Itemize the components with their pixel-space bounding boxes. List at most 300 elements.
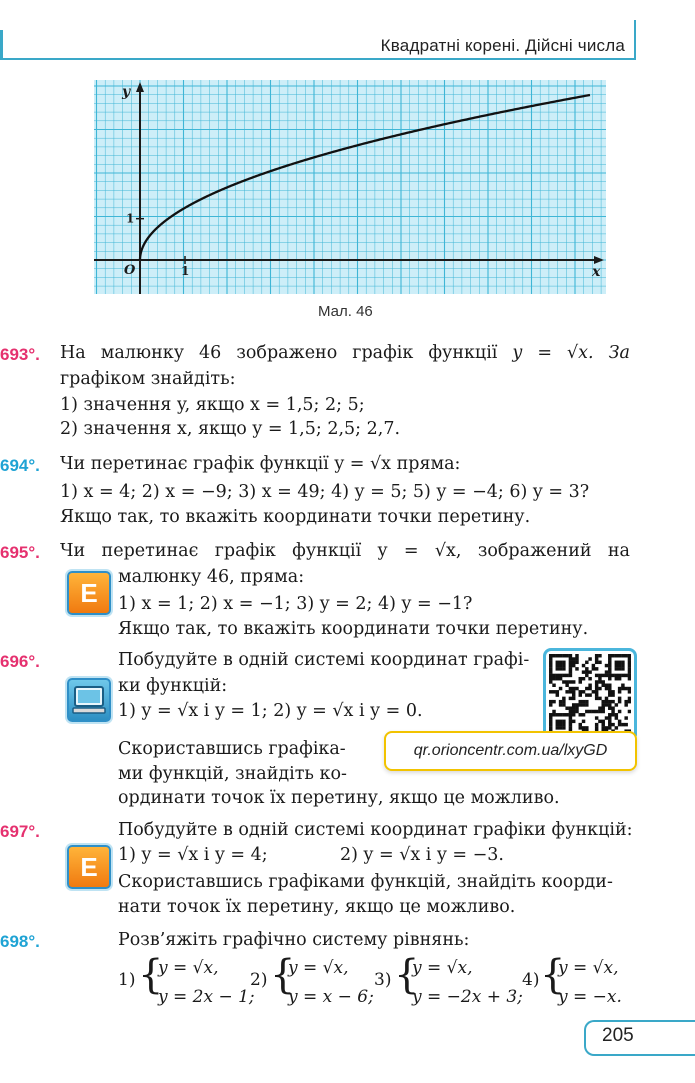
qr-module [628, 664, 631, 667]
qr-module [588, 693, 591, 696]
qr-module [559, 674, 562, 677]
qr-module [611, 700, 614, 703]
qr-module [569, 674, 572, 677]
qr-module [598, 720, 601, 723]
qr-module [624, 674, 627, 677]
qr-module [585, 674, 588, 677]
sqrt-function-graph [94, 80, 606, 294]
qr-module [601, 706, 604, 709]
problem-696-line-5: ми функцій, знайдіть ко- [118, 764, 347, 784]
qr-module [615, 703, 618, 706]
problem-696-line-3: 1) y = √x і y = 1; 2) y = √x і y = 0. [118, 701, 423, 721]
qr-module [592, 690, 595, 693]
qr-module [572, 687, 575, 690]
qr-module [624, 700, 627, 703]
monitor-icon [69, 680, 109, 720]
qr-module [556, 720, 559, 723]
qr-module [608, 720, 611, 723]
qr-code-image [549, 654, 631, 736]
qr-module [552, 700, 555, 703]
problem-698-line-1: Розв’яжіть графічно систему рівнянь: [118, 930, 470, 950]
problem-697-line-2a: 1) y = √x і y = 4; [118, 845, 268, 865]
problem-693-formula: y = √x. За [512, 343, 630, 363]
qr-module [575, 710, 578, 713]
problem-697-number: 697°. [0, 822, 40, 841]
qr-module [556, 693, 559, 696]
problem-695-text-1a: Чи перетинає графік функції [60, 541, 362, 561]
qr-module [621, 687, 624, 690]
system-1-brace: { [138, 952, 164, 998]
problem-697-line-3: Скориставшись графіками функцій, знайдіть коорди- [118, 872, 613, 892]
qr-module [588, 657, 591, 660]
qr-module [618, 710, 621, 713]
qr-module [611, 710, 614, 713]
qr-module [585, 667, 588, 670]
qr-module [608, 716, 611, 719]
qr-module [598, 674, 601, 677]
qr-module [575, 687, 578, 690]
qr-module [575, 654, 578, 657]
qr-module [601, 723, 604, 726]
qr-module [562, 697, 565, 700]
qr-module [628, 700, 631, 703]
qr-module [598, 654, 601, 657]
qr-module [572, 710, 575, 713]
qr-module [588, 684, 591, 687]
qr-module [585, 687, 588, 690]
header-rule-right [634, 20, 636, 60]
qr-module [615, 654, 618, 657]
qr-module [608, 706, 611, 709]
qr-module [608, 664, 611, 667]
qr-module [611, 723, 614, 726]
qr-module [549, 720, 552, 723]
qr-module [618, 661, 621, 664]
qr-module [569, 657, 572, 660]
qr-module [615, 716, 618, 719]
qr-module [605, 664, 608, 667]
system-3-label: 3) [374, 970, 392, 990]
qr-module [608, 687, 611, 690]
qr-module [556, 674, 559, 677]
qr-module [618, 723, 621, 726]
qr-module [608, 654, 611, 657]
problem-697-line-2b: 2) y = √x і y = −3. [340, 845, 504, 865]
qr-module [582, 726, 585, 729]
qr-module [582, 677, 585, 680]
qr-module [559, 720, 562, 723]
qr-module [595, 723, 598, 726]
qr-module [562, 680, 565, 683]
qr-module [618, 664, 621, 667]
qr-module [572, 706, 575, 709]
qr-module [556, 677, 559, 680]
qr-module [615, 713, 618, 716]
qr-module [582, 720, 585, 723]
qr-module [595, 697, 598, 700]
computer-task-icon[interactable] [67, 678, 111, 722]
electronic-task-icon-2[interactable]: E [67, 845, 111, 889]
qr-module [569, 716, 572, 719]
qr-module [565, 654, 568, 657]
qr-module [628, 690, 631, 693]
qr-module [572, 720, 575, 723]
qr-module [585, 700, 588, 703]
qr-module [608, 693, 611, 696]
qr-module [549, 703, 552, 706]
qr-module [559, 667, 562, 670]
problem-693-line-1 [60, 343, 630, 363]
qr-module [556, 661, 559, 664]
problem-693-text-1a: На малюнку 46 зображено графік функції [60, 343, 498, 363]
system-3-brace: { [394, 952, 420, 998]
qr-module [628, 710, 631, 713]
problem-695-line-1 [60, 541, 630, 561]
qr-module [618, 720, 621, 723]
qr-module [615, 677, 618, 680]
problem-693-number: 693°. [0, 345, 40, 364]
qr-module [628, 657, 631, 660]
qr-module [624, 716, 627, 719]
qr-module [624, 703, 627, 706]
qr-module [608, 657, 611, 660]
qr-module [556, 690, 559, 693]
qr-module [569, 670, 572, 673]
qr-module [569, 667, 572, 670]
qr-module [595, 690, 598, 693]
qr-module [562, 703, 565, 706]
qr-module [579, 700, 582, 703]
qr-module [549, 726, 552, 729]
qr-module [569, 664, 572, 667]
qr-module [608, 703, 611, 706]
qr-module [615, 667, 618, 670]
qr-module [556, 664, 559, 667]
qr-module [628, 667, 631, 670]
problem-696-line-6: ординати точок їх перетину, якщо це можливо. [118, 788, 560, 808]
header-rule-left [0, 30, 3, 60]
qr-link[interactable]: qr.orioncentr.com.ua/lxyGD [384, 731, 637, 771]
problem-694-line-2: 1) x = 4; 2) x = −9; 3) x = 49; 4) y = 5; 5) y = −4; 6) y = 3? [60, 482, 590, 502]
qr-module [549, 700, 552, 703]
qr-module [605, 670, 608, 673]
qr-module [565, 690, 568, 693]
qr-module [601, 684, 604, 687]
qr-code[interactable] [543, 648, 637, 742]
y-axis-label: y [122, 84, 131, 100]
qr-module [575, 667, 578, 670]
system-2-eq2: y = x − 6; [288, 987, 374, 1007]
qr-module [569, 680, 572, 683]
problem-693-line-3: 1) значення y, якщо x = 1,5; 2; 5; [60, 395, 365, 415]
qr-module [549, 670, 552, 673]
qr-module [565, 680, 568, 683]
qr-module [562, 713, 565, 716]
qr-module [556, 713, 559, 716]
qr-module [549, 690, 552, 693]
x-axis-label: x [592, 264, 601, 280]
qr-module [582, 700, 585, 703]
qr-module [608, 713, 611, 716]
qr-module [601, 720, 604, 723]
qr-module [595, 684, 598, 687]
qr-module [569, 713, 572, 716]
qr-module [592, 710, 595, 713]
qr-module [595, 661, 598, 664]
qr-module [579, 723, 582, 726]
qr-module [575, 657, 578, 660]
qr-module [595, 710, 598, 713]
qr-module [582, 664, 585, 667]
problem-695-line-2: малюнку 46, пряма: [118, 567, 305, 587]
qr-module [608, 677, 611, 680]
qr-module [575, 703, 578, 706]
problem-696-line-4: Скориставшись графіка- [118, 739, 346, 759]
qr-module [601, 700, 604, 703]
qr-module [595, 680, 598, 683]
qr-module [549, 661, 552, 664]
qr-module [598, 661, 601, 664]
qr-module [628, 654, 631, 657]
qr-module [556, 654, 559, 657]
qr-module [608, 684, 611, 687]
qr-module [624, 687, 627, 690]
qr-module [588, 687, 591, 690]
qr-module [572, 661, 575, 664]
qr-module [559, 677, 562, 680]
qr-module [552, 684, 555, 687]
qr-module [588, 710, 591, 713]
qr-module [549, 677, 552, 680]
qr-module [562, 700, 565, 703]
qr-module [605, 703, 608, 706]
qr-module [552, 654, 555, 657]
qr-module [608, 670, 611, 673]
qr-module [621, 684, 624, 687]
qr-module [549, 723, 552, 726]
qr-module [621, 661, 624, 664]
qr-module [549, 674, 552, 677]
qr-module [569, 687, 572, 690]
problem-694-line-1: Чи перетинає графік функції y = √x пряма: [60, 454, 461, 474]
qr-module [552, 677, 555, 680]
qr-module [552, 710, 555, 713]
qr-module [552, 674, 555, 677]
qr-module [572, 713, 575, 716]
qr-module [595, 654, 598, 657]
qr-module [559, 700, 562, 703]
qr-module [559, 687, 562, 690]
qr-module [552, 713, 555, 716]
qr-module [559, 703, 562, 706]
qr-module [621, 654, 624, 657]
qr-module [618, 667, 621, 670]
qr-module [569, 706, 572, 709]
qr-module [595, 687, 598, 690]
qr-module [556, 726, 559, 729]
problem-696-line-2: ки функцій: [118, 676, 228, 696]
qr-module [549, 716, 552, 719]
qr-module [552, 690, 555, 693]
qr-module [628, 661, 631, 664]
qr-module [585, 670, 588, 673]
qr-module [572, 657, 575, 660]
y-tick-label: 1 [126, 211, 135, 226]
qr-module [579, 693, 582, 696]
qr-module [579, 713, 582, 716]
qr-module [605, 687, 608, 690]
qr-module [572, 703, 575, 706]
qr-module [549, 657, 552, 660]
qr-module [572, 697, 575, 700]
qr-module [562, 726, 565, 729]
qr-module [624, 654, 627, 657]
qr-module [592, 664, 595, 667]
section-title: Квадратні корені. Дійсні числа [380, 36, 625, 55]
qr-module [605, 700, 608, 703]
qr-module [608, 690, 611, 693]
qr-module [618, 677, 621, 680]
system-4-eq2: y = −x. [558, 987, 622, 1007]
problem-694-line-3: Якщо так, то вкажіть координати точки перетину. [60, 507, 531, 527]
qr-module [611, 706, 614, 709]
problem-695-line-3: 1) x = 1; 2) x = −1; 3) y = 2; 4) y = −1? [118, 594, 473, 614]
qr-module [608, 723, 611, 726]
qr-module [559, 723, 562, 726]
header-rule [0, 58, 634, 60]
qr-module [601, 710, 604, 713]
qr-module [621, 723, 624, 726]
qr-module [585, 703, 588, 706]
qr-module [565, 713, 568, 716]
qr-module [588, 677, 591, 680]
qr-module [592, 667, 595, 670]
qr-module [572, 664, 575, 667]
qr-module [608, 674, 611, 677]
system-1-label: 1) [118, 970, 136, 990]
qr-module [598, 706, 601, 709]
qr-module [572, 690, 575, 693]
system-1-eq2: y = 2x − 1; [158, 987, 255, 1007]
qr-module [579, 726, 582, 729]
problem-697-line-1: Побудуйте в одній системі координат графіки функцій: [118, 820, 633, 840]
qr-module [621, 667, 624, 670]
qr-module [562, 674, 565, 677]
qr-module [615, 726, 618, 729]
electronic-task-icon[interactable]: E [67, 571, 111, 615]
system-2-eq1: y = √x, [288, 958, 349, 978]
qr-module [595, 657, 598, 660]
page-number: 205 [602, 1025, 634, 1046]
qr-module [615, 674, 618, 677]
qr-module [621, 664, 624, 667]
qr-module [601, 680, 604, 683]
qr-module [565, 706, 568, 709]
system-4-brace: { [540, 952, 566, 998]
qr-module [618, 674, 621, 677]
qr-module [572, 693, 575, 696]
qr-module [611, 713, 614, 716]
qr-module [624, 723, 627, 726]
qr-module [582, 670, 585, 673]
qr-module [562, 723, 565, 726]
qr-module [559, 664, 562, 667]
qr-module [611, 693, 614, 696]
qr-module [585, 661, 588, 664]
qr-module [601, 726, 604, 729]
problem-695-text-1b: y = √x, зображений на [377, 541, 630, 561]
qr-module [628, 687, 631, 690]
origin-label: O [124, 263, 136, 278]
qr-module [595, 667, 598, 670]
qr-module [585, 710, 588, 713]
qr-module [608, 661, 611, 664]
qr-module [582, 713, 585, 716]
qr-module [618, 700, 621, 703]
qr-module [611, 654, 614, 657]
qr-module [621, 674, 624, 677]
qr-module [601, 703, 604, 706]
qr-module [615, 664, 618, 667]
qr-module [598, 680, 601, 683]
qr-module [605, 726, 608, 729]
qr-module [579, 690, 582, 693]
problem-697-line-4: нати точок їх перетину, якщо це можливо. [118, 897, 516, 917]
qr-module [618, 687, 621, 690]
qr-module [575, 661, 578, 664]
qr-module [585, 726, 588, 729]
qr-module [556, 667, 559, 670]
qr-module [565, 684, 568, 687]
qr-module [562, 667, 565, 670]
qr-module [628, 677, 631, 680]
qr-module [615, 661, 618, 664]
qr-module [598, 697, 601, 700]
qr-module [628, 674, 631, 677]
figure-caption: Мал. 46 [318, 303, 373, 320]
qr-module [605, 697, 608, 700]
qr-module [559, 654, 562, 657]
qr-module [595, 674, 598, 677]
qr-module [559, 713, 562, 716]
qr-module [569, 661, 572, 664]
qr-module [618, 690, 621, 693]
qr-module [579, 677, 582, 680]
problem-694-number: 694°. [0, 456, 40, 475]
qr-module [569, 697, 572, 700]
qr-module [608, 667, 611, 670]
qr-module [605, 674, 608, 677]
qr-module [605, 716, 608, 719]
qr-module [569, 710, 572, 713]
qr-module [559, 661, 562, 664]
problem-698-number: 698°. [0, 932, 40, 951]
qr-module [605, 684, 608, 687]
x-tick-label: 1 [181, 264, 190, 278]
qr-module [582, 703, 585, 706]
qr-module [569, 723, 572, 726]
qr-module [608, 700, 611, 703]
qr-module [608, 726, 611, 729]
problem-696-number: 696°. [0, 652, 40, 671]
qr-module [611, 674, 614, 677]
qr-module [549, 654, 552, 657]
problem-696-line-1: Побудуйте в одній системі координат графі- [118, 650, 530, 670]
qr-module [598, 710, 601, 713]
problem-693-line-2: графіком знайдіть: [60, 369, 236, 389]
qr-module [572, 680, 575, 683]
problem-693-line-4: 2) значення x, якщо y = 1,5; 2,5; 2,7. [60, 419, 401, 439]
